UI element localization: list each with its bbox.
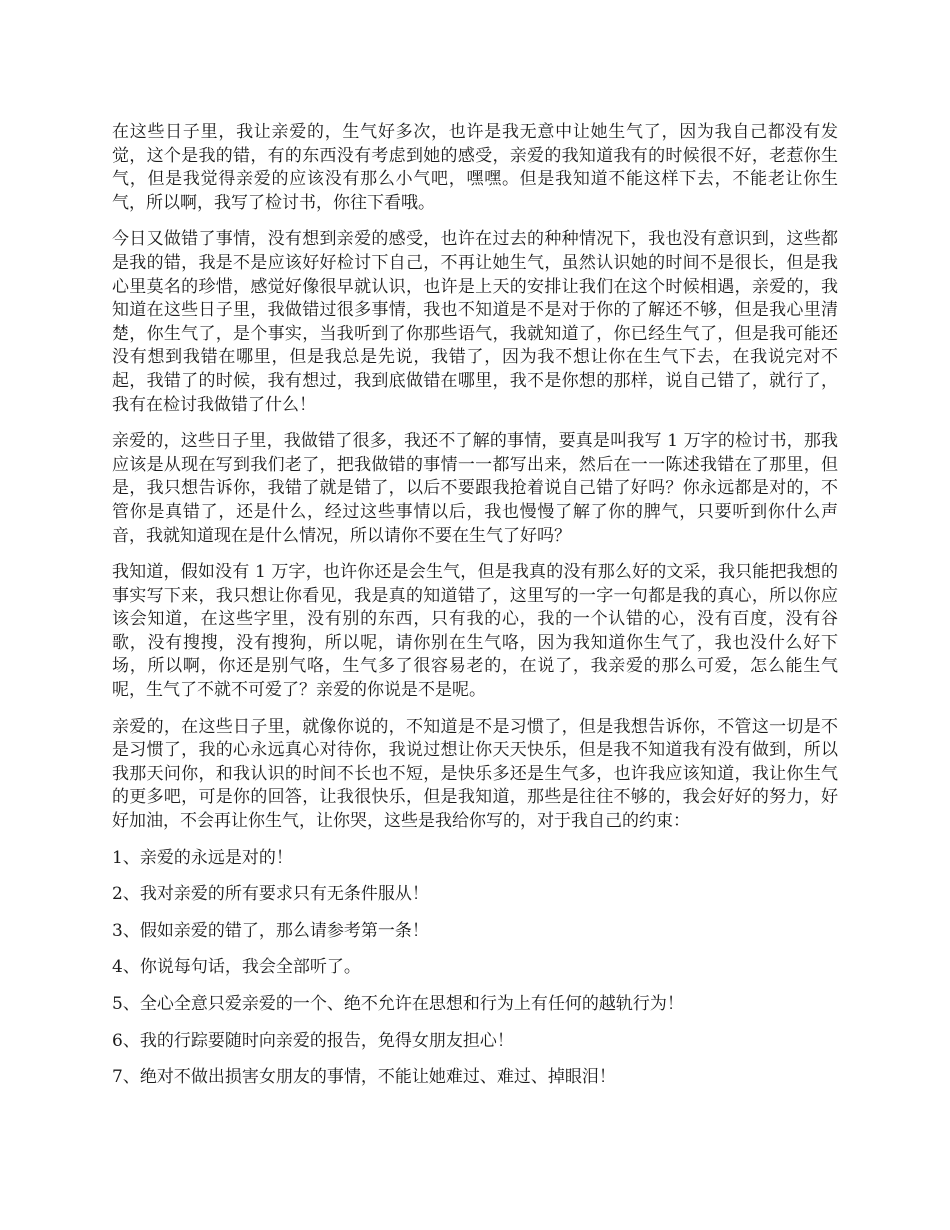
list-item-2: 2、我对亲爱的所有要求只有无条件服从！	[112, 884, 429, 905]
list-item-4: 4、你说每句话，我会全部听了。	[112, 957, 361, 978]
paragraph-1: 在这些日子里，我让亲爱的，生气好多次，也许是我无意中让她生气了，因为我自己都没有发觉，这个是我的错，有的东西没有考虑到她的感受，亲爱的我知道我有的时候很不好，老惹你生气，但是我觉得亲爱的应该没有那么小气吧，嘿嘿。但是我知道不能这样下去，不能老让你生气，所以啊，我写了检讨书，你往下看哦。	[112, 122, 838, 213]
paragraph-2: 今日又做错了事情，没有想到亲爱的感受，也许在过去的种种情况下，我也没有意识到，这些都是我的错，我是不是应该好好检讨下自己，不再让她生气，虽然认识她的时间不是很长，但是我心里莫名的珍惜，感觉好像很早就认识，也许是上天的安排让我们在这个时候相遇，亲爱的，我知道在这些日子里，我做错过很多事情，我也不知道是不是对于你的了解还不够，但是我心里清楚，你生气了，是个事实，当我听到了你那些语气，我就知道了，你已经生气了，但是我可能还没有想到我错在哪里，但是我总是先说，我错了，因为我不想让你在生气下去，在我说完对不起，我错了的时候，我有想过，我到底做错在哪里，我不是你想的那样，说自己错了，就行了，我有在检讨我做错了什么！	[112, 229, 838, 415]
paragraph-5: 亲爱的，在这些日子里，就像你说的，不知道是不是习惯了，但是我想告诉你，不管这一切是不是习惯了，我的心永远真心对待你，我说过想让你天天快乐，但是我不知道我有没有做到，所以我那天问你，和我认识的时间不长也不短，是快乐多还是生气多，也许我应该知道，我让你生气的更多吧，可是你的回答，让我很快乐，但是我知道，那些是往往不够的，我会好好的努力，好好加油，不会再让你生气，让你哭，这些是我给你写的，对于我自己的约束：	[112, 716, 838, 832]
list-item-5: 5、全心全意只爱亲爱的一个、绝不允许在思想和行为上有任何的越轨行为！	[112, 994, 684, 1014]
list-item-7: 7、绝对不做出损害女朋友的事情，不能让她难过、难过、掉眼泪！	[112, 1067, 616, 1088]
paragraph-4: 我知道，假如没有 1 万字，也许你还是会生气，但是我真的没有那么好的文采，我只能把我想的事实写下来，我只想让你看见，我是真的知道错了，这里写的一字一句都是我的真心，所以你应该会知道，在这些字里，没有别的东西，只有我的心，我的一个认错的心，没有百度，没有谷歌，没有搜搜，没有搜狗，所以呢，请你别在生气咯，因为我知道你生气了，我也没什么好下场，所以啊，你还是别气咯，生气多了很容易老的，在说了，我亲爱的那么可爱，怎么能生气呢，生气了不就不可爱了？亲爱的你说是不是呢。	[112, 562, 838, 701]
paragraph-3: 亲爱的，这些日子里，我做错了很多，我还不了解的事情，要真是叫我写 1 万字的检讨书，那我应该是从现在写到我们老了，把我做错的事情一一都写出来，然后在一一陈述我错在了那里，但是，我只想告诉你，我错了就是错了，以后不要跟我抢着说自己错了好吗？你永远都是对的，不管你是真错了，还是什么，经过这些事情以后，我也慢慢了解了你的脾气，只要听到你什么声音，我就知道现在是什么情况，所以请你不要在生气了好吗？	[112, 431, 838, 546]
list-item-3: 3、假如亲爱的错了，那么请参考第一条！	[112, 920, 429, 941]
list-item-1: 1、亲爱的永远是对的！	[112, 847, 293, 868]
document-body	[112, 121, 838, 1103]
list-item-6: 6、我的行踪要随时向亲爱的报告，免得女朋友担心！	[112, 1030, 514, 1051]
